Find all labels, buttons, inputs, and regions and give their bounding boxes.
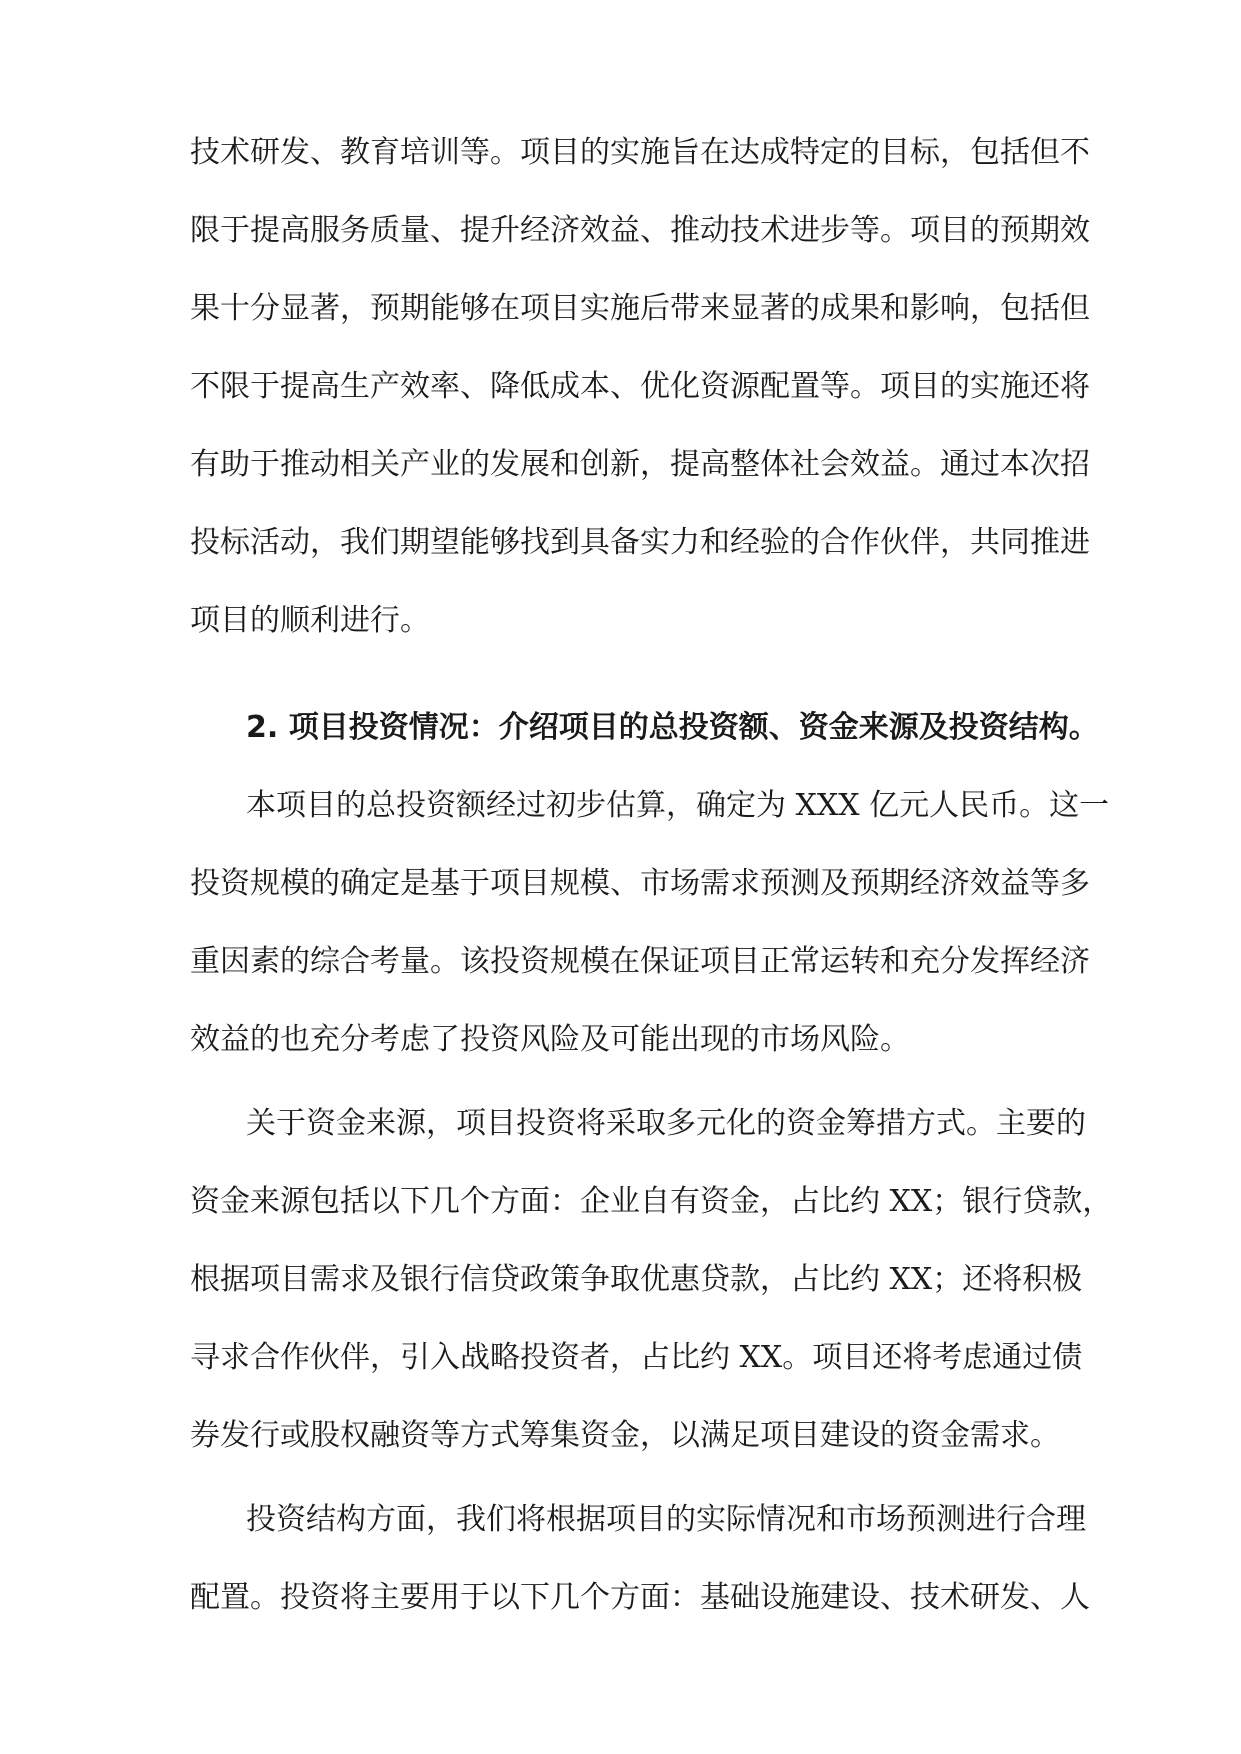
intro-line-6: 投标活动，我们期望能够找到具备实力和经验的合作伙伴，共同推进 <box>190 525 1090 560</box>
structure-line-2: 配置。投资将主要用于以下几个方面：基础设施建设、技术研发、人 <box>190 1580 1090 1615</box>
funding-line-5: 券发行或股权融资等方式筹集资金，以满足项目建设的资金需求。 <box>190 1418 1060 1453</box>
intro-line-1: 技术研发、教育培训等。项目的实施旨在达成特定的目标，包括但不 <box>190 135 1090 170</box>
intro-line-2: 限于提高服务质量、提升经济效益、推动技术进步等。项目的预期效 <box>190 213 1090 248</box>
structure-line-1: 投资结构方面，我们将根据项目的实际情况和市场预测进行合理 <box>246 1502 1086 1537</box>
intro-line-5: 有助于推动相关产业的发展和创新，提高整体社会效益。通过本次招 <box>190 447 1090 482</box>
intro-line-4: 不限于提高生产效率、降低成本、优化资源配置等。项目的实施还将 <box>190 369 1090 404</box>
intro-line-3: 果十分显著，预期能够在项目实施后带来显著的成果和影响，包括但 <box>190 291 1090 326</box>
investment-line-3: 重因素的综合考量。该投资规模在保证项目正常运转和充分发挥经济 <box>190 944 1090 979</box>
funding-line-1: 关于资金来源，项目投资将采取多元化的资金筹措方式。主要的 <box>246 1106 1086 1141</box>
section-heading: 2. 项目投资情况：介绍项目的总投资额、资金来源及投资结构。 <box>246 710 1099 745</box>
investment-line-1: 本项目的总投资额经过初步估算，确定为 XXX 亿元人民币。这一 <box>246 788 1110 823</box>
funding-line-3: 根据项目需求及银行信贷政策争取优惠贷款，占比约 XX；还将积极 <box>190 1262 1083 1297</box>
funding-line-4: 寻求合作伙伴，引入战略投资者，占比约 XX。项目还将考虑通过债 <box>190 1340 1083 1375</box>
investment-line-4: 效益的也充分考虑了投资风险及可能出现的市场风险。 <box>190 1022 910 1057</box>
funding-line-2: 资金来源包括以下几个方面：企业自有资金，占比约 XX；银行贷款， <box>190 1184 1113 1219</box>
investment-line-2: 投资规模的确定是基于项目规模、市场需求预测及预期经济效益等多 <box>190 866 1090 901</box>
intro-line-7: 项目的顺利进行。 <box>190 603 430 638</box>
document-body <box>190 0 1113 1754</box>
